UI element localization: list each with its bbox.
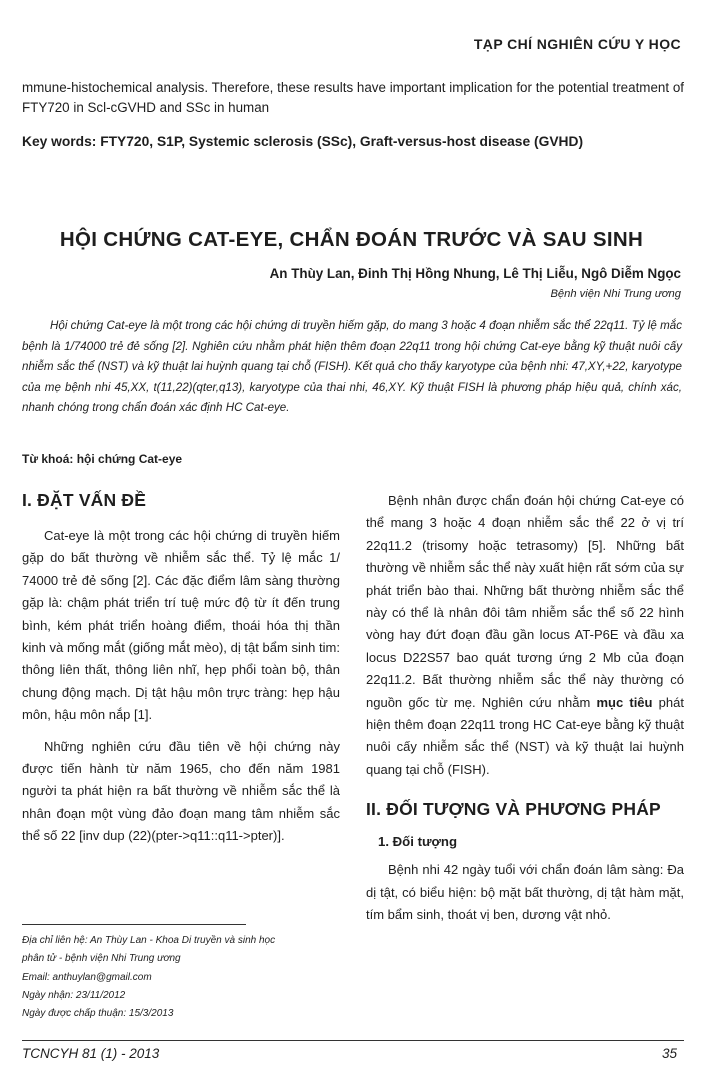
- journal-header: TẠP CHÍ NGHIÊN CỨU Y HỌC: [473, 36, 681, 52]
- footnote-email: Email: anthuylan@gmail.com: [22, 971, 152, 983]
- previous-abstract-end: mmune-histochemical analysis. Therefore, these results have important implication for the potential treatment of FTY720 in Scl-cGVHD and SSc in human: [22, 80, 684, 115]
- subjects-paragraph: Bệnh nhi 42 ngày tuổi với chẩn đoán lâm sàng: Đa dị tật, có biểu hiện: bộ mặt bất thường, dị tật hàm mặt, tím bẩm sinh, thoát vị ben, dương vật nhỏ.: [366, 862, 684, 923]
- footer-journal-issue: TCNCYH 81 (1) - 2013: [22, 1046, 160, 1061]
- footnote-line: phân tử - bệnh viện Nhi Trung ương: [22, 953, 181, 965]
- subsection-heading-subjects: 1. Đối tượng: [378, 834, 457, 850]
- footer-divider: [22, 1040, 684, 1041]
- article-abstract: Hội chứng Cat-eye là một trong các hội chứng di truyền hiếm gặp, do mang 3 hoặc 4 đoạn nhiễm sắc thể 22q11. Tỷ lệ mắc bệnh là 1/74000 trẻ đẻ sống [2]. Nghiên cứu nhằm phát hiện thêm đoạn 22q11 trong hội chứng Cat-eye bằng kỹ thuật nuôi cấy nhiễm sắc thể (NST) và kỹ thuật lai huỳnh quang tại chỗ (FISH). Kết quả cho thấy karyotype của bệnh nhi: 47,XY,+22, karyotype của mẹ bệnh nhi 45,XX, t(11,22)(qter,q13), karyotype của thai nhi, 46,XY. Kỹ thuật FISH là phương pháp hiệu quả, chính xác, nhanh chóng trong chẩn đoán xác định HC Cat-eye.: [22, 319, 682, 414]
- section-heading-methods: II. ĐỐI TƯỢNG VÀ PHƯƠNG PHÁP: [366, 799, 661, 820]
- footnote-line: Địa chỉ liên hệ: An Thùy Lan - Khoa Di truyền và sinh học: [22, 935, 276, 946]
- page-number: 35: [661, 1046, 677, 1061]
- intro-paragraph-1: Cat-eye là một trong các hội chứng di truyền hiếm gặp do bất thường về nhiễm sắc thể. Tỷ lệ mắc 1/ 74000 trẻ đẻ sống [2]. Các đặc điểm lâm sàng thường gặp là: chậm phát triển trí tuệ mức độ từ ít đến trung bình, kém phát triển hoàng điểm, thoái hóa thị thần kinh và mống mắt (giống mắt mèo), dị tật bẩm sinh tim: thông liên thất, thông liên nhĩ, hẹp phổi toàn bộ, thân chung động mạch. Dị tật hậu môn trực tràng: hẹp hậu môn, hậu môn nắp [1].: [22, 528, 340, 723]
- footnote-divider: [22, 924, 246, 925]
- objective-emphasis: mục tiêu: [596, 694, 653, 710]
- right-column: [366, 490, 684, 936]
- previous-keywords: Key words: FTY720, S1P, Systemic sclerosis (SSc), Graft-versus-host disease (GVHD): [22, 134, 584, 149]
- article-affiliation: Bệnh viện Nhi Trung ương: [550, 288, 681, 300]
- article-keywords: Từ khoá: hội chứng Cat-eye: [22, 452, 183, 466]
- article-authors: An Thùy Lan, Đinh Thị Hồng Nhung, Lê Thị Liễu, Ngô Diễm Ngọc: [269, 266, 681, 281]
- article-title: HỘI CHỨNG CAT-EYE, CHẨN ĐOÁN TRƯỚC VÀ SAU SINH: [59, 228, 644, 251]
- intro-paragraph-3-text: Bệnh nhân được chẩn đoán hội chứng Cat-eye có thể mang 3 hoặc 4 đoạn nhiễm sắc thể 22 ở vị trí 22q11.2 (trisomy hoặc tetrasomy) [5]. Những bất thường về nhiễm sắc thể này xuất hiện rất sớm của sự phát triển bào thai. Những bất thường nhiễm sắc thể này có thể là nhân đôi tâm nhiễm sắc thể số 22 hình vòng hay đứt đoạn đầu gần locus AT-P6E và đầu xa locus D22S57 bao quát tương ứng 2 Mb của đoạn 22q11.2. Bất thường nhiễm sắc thể này thường có nguồn gốc từ mẹ. Nghiên cứu nhằm: [366, 493, 684, 710]
- correspondence-footnote: [22, 932, 352, 1023]
- left-column: [22, 490, 340, 857]
- section-heading-introduction: I. ĐẶT VẤN ĐỀ: [22, 490, 147, 510]
- footnote-received-date: Ngày nhận: 23/11/2012: [22, 989, 126, 1001]
- footnote-accepted-date: Ngày được chấp thuận: 15/3/2013: [22, 1008, 174, 1020]
- intro-paragraph-2: Những nghiên cứu đầu tiên về hội chứng này được tiến hành từ năm 1965, cho đến năm 1981 người ta phát hiện ra bất thường về nhiễm sắc thể là nhân đoạn một vùng đảo đoạn mang tâm nhiễm sắc thể số 22 [inv dup (22)(pter->q11::q11->pter)].: [22, 738, 340, 844]
- intro-paragraph-3: [366, 490, 684, 781]
- intro-paragraph-3-end: phát hiện thêm đoạn 22q11 trong HC Cat-eye bằng kỹ thuật nuôi cấy nhiễm sắc thể (NST) và kỹ thuật lai huỳnh quang tại chỗ (FISH).: [366, 694, 684, 777]
